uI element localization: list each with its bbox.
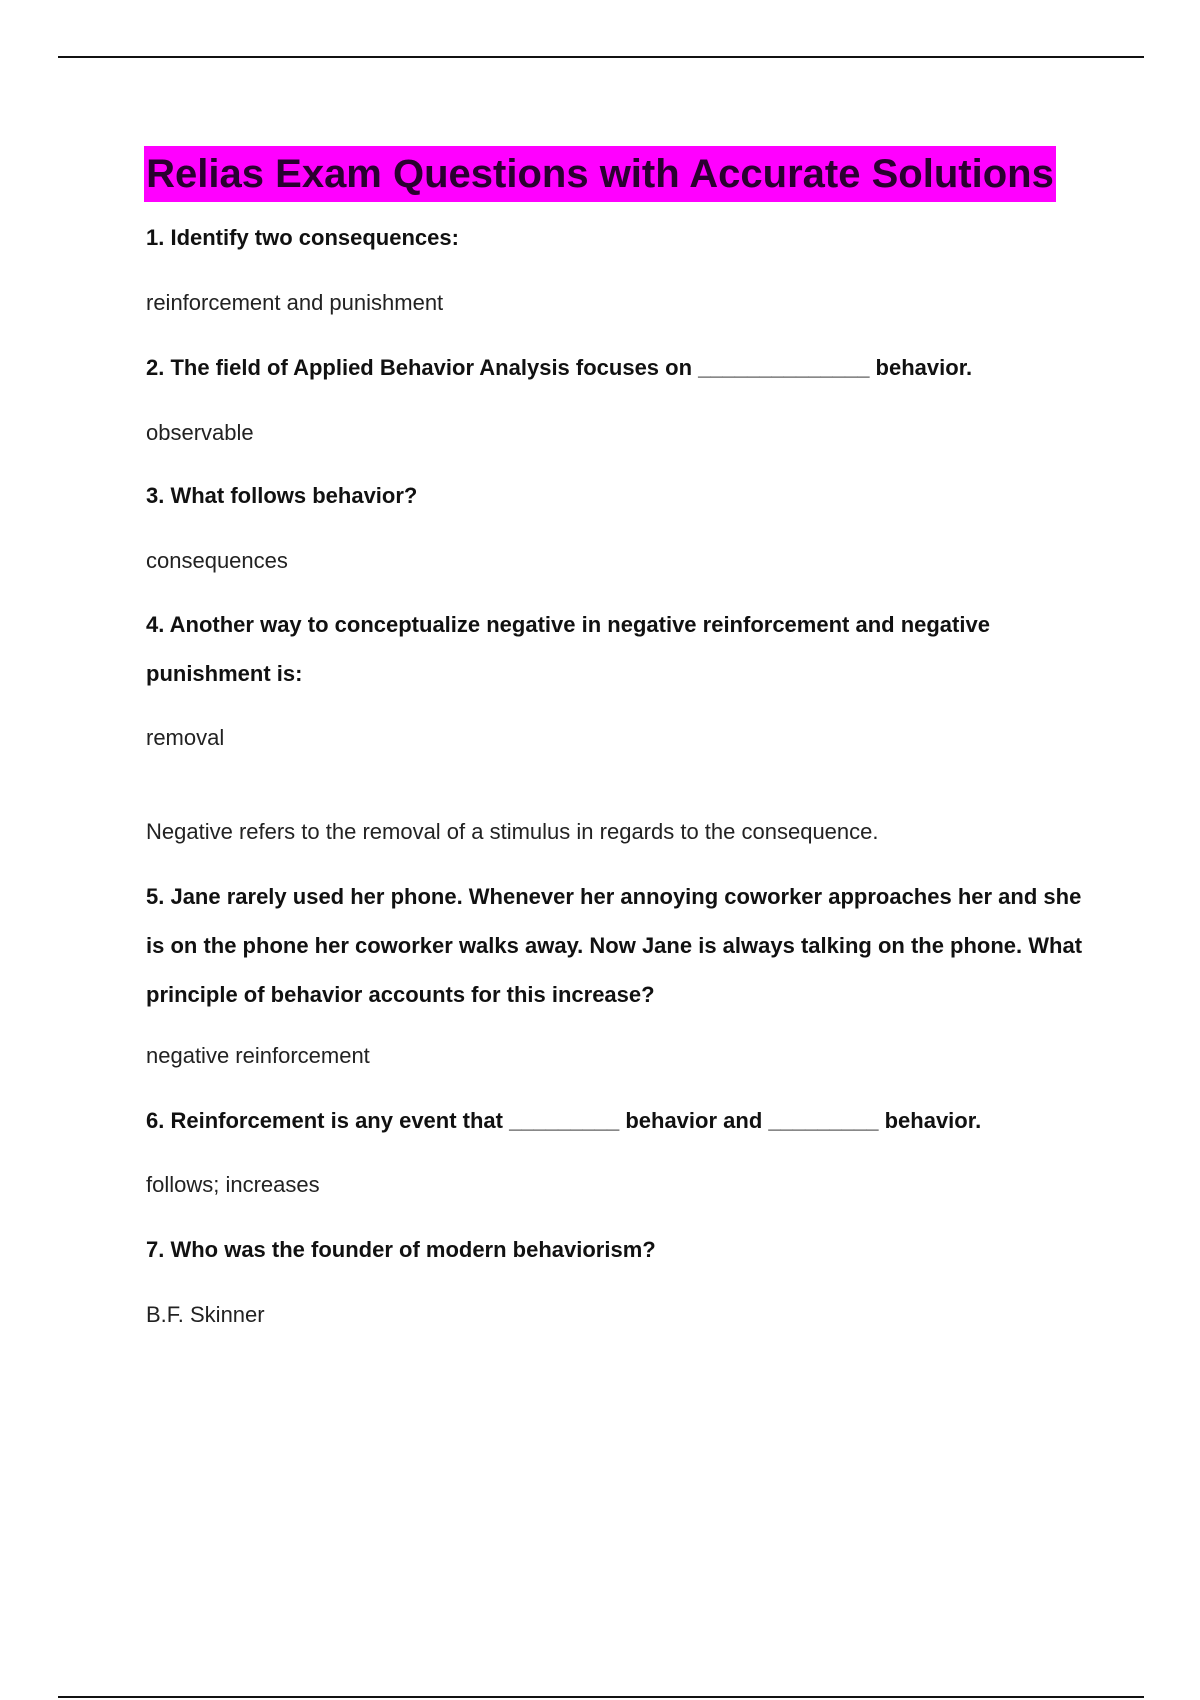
answer-4: removal [146,725,225,750]
answer-4-note: Negative refers to the removal of a stimulus in regards to the consequence. [146,819,879,844]
question-6: 6. Reinforcement is any event that _________ behavior and _________ behavior. [146,1108,982,1133]
answer-1: reinforcement and punishment [146,290,444,315]
question-2: 2. The field of Applied Behavior Analysis focuses on ______________ behavior. [146,355,973,380]
answer-3: consequences [146,548,288,573]
top-rule [58,56,1144,58]
answer-6: follows; increases [146,1172,320,1197]
question-1: 1. Identify two consequences: [146,225,459,250]
question-4: 4. Another way to conceptualize negative in negative reinforcement and negative punishment is: [146,612,990,686]
question-5: 5. Jane rarely used her phone. Whenever her annoying coworker approaches her and she is on the phone her coworker walks away. Now Jane is always talking on the phone. What principle of behavior accounts for this increase? [146,884,1083,1007]
question-3: 3. What follows behavior? [146,483,418,508]
document-title: Relias Exam Questions with Accurate Solutions [144,146,1056,202]
answer-7: B.F. Skinner [146,1302,265,1327]
question-7: 7. Who was the founder of modern behaviorism? [146,1237,656,1262]
title-block [0,146,1200,202]
bottom-rule [58,1696,1144,1698]
answer-2: observable [146,420,254,445]
answer-5: negative reinforcement [146,1043,370,1068]
